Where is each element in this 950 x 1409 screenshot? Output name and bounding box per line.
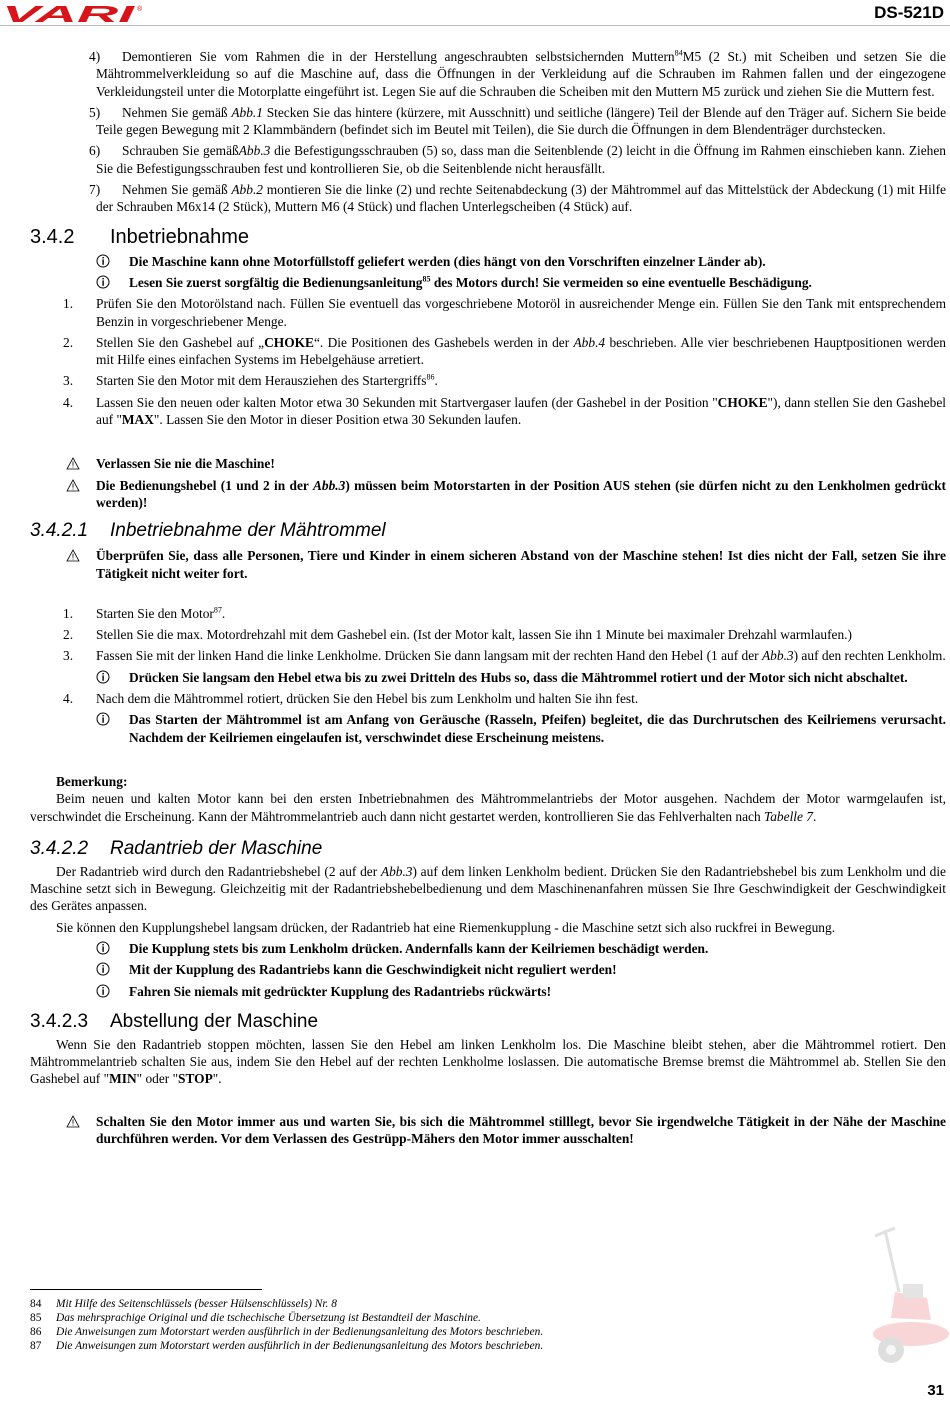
footnotes bbox=[30, 1297, 830, 1353]
text-run: Lesen Sie zuerst sorgfältig die Bedienungsanleitung bbox=[129, 274, 423, 290]
section-heading: 3.4.2 Inbetriebnahme bbox=[30, 225, 249, 248]
text-run: MIN bbox=[109, 1071, 137, 1087]
info-icon bbox=[96, 962, 110, 976]
text-run: Abb.3 bbox=[762, 648, 794, 664]
text-run: STOP bbox=[178, 1071, 213, 1087]
info-note bbox=[30, 669, 946, 686]
text-run: M5 (2 St.) mit Scheiben und setzen Sie die Mähtrommelverkleidung so auf die Maschine auf, dass die Öffnungen in der Verkleidung auf die Schrauben im Rahmen fallen und der eingezogene Verkleidungsteil unter die Motorplatte eingeführt ist. Legen Sie auf die Schrauben die Scheiben mit den Muttern M5 zurück und ziehen Sie die Muttern fest. bbox=[96, 49, 946, 99]
footnote-ref: 84 bbox=[674, 48, 683, 58]
text-run: Stellen Sie die max. Motordrehzahl mit dem Gashebel ein. (Ist der Motor kalt, lassen Sie ihn 1 Minute bei maximaler Drehzahl warmlaufen.) bbox=[96, 627, 852, 643]
info-icon bbox=[96, 984, 110, 998]
text-run: ) auf den rechten Lenkholm. bbox=[793, 648, 946, 664]
remark-title: Bemerkung: bbox=[56, 773, 128, 789]
warning-note bbox=[30, 477, 946, 512]
warning-triangle-icon bbox=[66, 1115, 80, 1128]
text-run: Nach dem die Mähtrommel rotiert, drücken Sie den Hebel bis zum Lenkholm und halten Sie ihn fest. bbox=[96, 691, 639, 707]
assembly-step: 5) Nehmen Sie gemäß Abb.1 Stecken Sie das hintere (kürzere, mit Ausschnitt) und seitliche (längere) Teil der Blende auf den Träger auf. Sichern Sie beide Teile gegen Bewegung mit 2 Klammbändern (befindet sich im Beutel mit Teilen), die Sie durch die Öffnungen in dem Blendenträger durchstecken. bbox=[89, 104, 947, 138]
paragraph bbox=[30, 1036, 946, 1088]
text-run: Schalten Sie den Motor immer aus und warten Sie, bis sich die Mähtrommel stilllegt, bevor Sie irgendwelche Tätigkeit in der Nähe der Maschine durchführen werden. Vor dem Verlassen des Gestrüpp-Mähers den Motor immer ausschalten! bbox=[96, 1113, 946, 1147]
footnote: 84 Mit Hilfe des Seitenschlüssels (besser Hülsenschlüssels) Nr. 8 bbox=[30, 1298, 337, 1310]
text-run: die Befestigungsschrauben (5) so, dass man die Seitenblende (2) leicht in die Öffnung im Rahmen einschieben kann. Ziehen Sie die Befestigungsschrauben fest und kontrollieren Sie, ob die Seitenblende nicht herausfällt. bbox=[96, 143, 946, 176]
warning-note bbox=[30, 1113, 946, 1148]
text-run: Tabelle 7 bbox=[764, 808, 813, 824]
footnote: 86 Die Anweisungen zum Motorstart werden ausführlich in der Bedienungsanleitung des Motors beschrieben. bbox=[30, 1326, 544, 1338]
section-heading: 3.4.2.1 Inbetriebnahme der Mähtrommel bbox=[30, 520, 386, 542]
text-run: MAX bbox=[121, 412, 154, 428]
text-run: Überprüfen Sie, dass alle Personen, Tiere und Kinder in einem sicheren Abstand von der Maschine stehen! Ist dies nicht der Fall, setzen Sie ihre Tätigkeit nicht weiter fort. bbox=[96, 548, 946, 581]
section-heading: 3.4.2.3 Abstellung der Maschine bbox=[30, 1010, 319, 1032]
text-run: Starten Sie den Motor bbox=[96, 605, 214, 621]
text-run: Das Starten der Mähtrommel ist am Anfang von Geräusche (Rasseln, Pfeifen) begleitet, die das Durchrutschen des Keilriemens verursacht. Nachdem der Keilriemen eingelaufen ist, verschwindet diese Erscheinung meistens. bbox=[129, 712, 946, 745]
text-run: ) müssen beim Motorstarten in der Position AUS stehen (sie dürfen nicht zu den Lenkholmen gedrückt werden)! bbox=[96, 477, 946, 510]
text-run: Lassen Sie den neuen oder kalten Motor etwa 30 Sekunden mit Startvergaser laufen (der Gashebel in der Position " bbox=[96, 394, 718, 410]
text-run: Stellen Sie den Gashebel auf „ bbox=[96, 334, 265, 350]
text-run: CHOKE bbox=[264, 334, 314, 350]
text-run: Mit der Kupplung des Radantriebs kann die Geschwindigkeit nicht reguliert werden! bbox=[129, 962, 617, 978]
text-run: Stecken Sie das hintere (kürzere, mit Ausschnitt) und seitliche (längere) Teil der Blende auf den Träger auf. Sichern Sie beide Teile gegen Bewegung mit 2 Klammbändern (befindet sich im Beutel mit Teilen), die Sie durch die Öffnungen in dem Blendenträger durchstecken. bbox=[96, 104, 947, 138]
page-content bbox=[30, 48, 946, 1151]
text-run: ". Lassen Sie den Motor in dieser Position etwa 30 Sekunden laufen. bbox=[153, 412, 522, 428]
list-item: 4. Lassen Sie den neuen oder kalten Motor etwa 30 Sekunden mit Startvergaser laufen (der Gashebel in der Position "CHOKE"), dann stellen Sie den Gashebel auf "MAX". Lassen Sie den Motor in dieser Position etwa 30 Sekunden laufen. bbox=[63, 394, 946, 428]
text-run: Sie können den Kupplungshebel langsam drücken, der Radantrieb hat eine Riemenkupplung - die Maschine setzt sich also ruckfrei in Bewegung. bbox=[56, 919, 836, 935]
info-icon bbox=[96, 275, 110, 289]
warning-triangle-icon bbox=[66, 549, 80, 562]
text-run: . bbox=[221, 605, 226, 621]
text-run: “. Die Positionen des Gashebels werden in der bbox=[313, 334, 574, 350]
text-run: ". bbox=[212, 1071, 222, 1087]
text-run: montieren Sie die linke (2) und rechte Seitenabdeckung (3) der Mähtrommel auf das Mittelstück der Abdeckung (1) mit Hilfe der Schrauben M6x14 (2 Stück), Muttern M6 (4 Stück) und flachen Unterlegscheiben (4 Stück) auf. bbox=[96, 182, 946, 215]
info-icon bbox=[96, 712, 110, 726]
text-run: "), dann stellen Sie den Gashebel auf " bbox=[96, 394, 946, 428]
text-run: CHOKE bbox=[717, 394, 768, 410]
footnote-ref: 86 bbox=[426, 372, 435, 382]
footnote-ref: 87 bbox=[213, 605, 222, 615]
assembly-step: 7) Nehmen Sie gemäß Abb.2 montieren Sie die linke (2) und rechte Seitenabdeckung (3) der Mähtrommel auf das Mittelstück der Abdeckung (1) mit Hilfe der Schrauben M6x14 (2 Stück), Muttern M6 (4 Stück) und flachen Unterlegscheiben (4 Stück) auf. bbox=[89, 182, 946, 215]
header-divider bbox=[0, 25, 950, 26]
text-run: Starten Sie den Motor mit dem Herausziehen des Startergriffs bbox=[96, 373, 427, 389]
warning-triangle-icon bbox=[66, 457, 80, 470]
svg-text:VARI: VARI bbox=[2, 2, 136, 24]
footnote-divider bbox=[30, 1289, 262, 1290]
text-run: Beim neuen und kalten Motor kann bei den ersten Inbetriebnahmen des Mähtrommelantriebs der Motor ausgehen. Nachdem der Motor warmgelaufen ist, verschwindet die Erscheinung. Kann der Mähtrommelantrieb auch dann nicht gestartet werden, kontrollieren Sie das Fehlverhalten nach bbox=[30, 791, 946, 824]
text-run: Die Kupplung stets bis zum Lenkholm drücken. Andernfalls kann der Keilriemen beschädigt werden. bbox=[129, 940, 709, 956]
text-run: Wenn Sie den Radantrieb stoppen möchten, lassen Sie den Hebel am linken Lenkholm los. Die Maschine bleibt stehen, aber die Mähtrommel rotiert. Den Mähtrommelantrieb schalten Sie aus, indem Sie den Hebel auf der rechten Lenkholme loslassen. Die automatische Bremse bremst die Mähtrommel ab. Stellen Sie den Gashebel auf " bbox=[30, 1036, 946, 1087]
text-run: Demontieren Sie vom Rahmen die in der Herstellung angeschraubten selbstsichernden Muttern bbox=[122, 49, 675, 64]
info-note bbox=[30, 274, 946, 291]
remark-text bbox=[30, 790, 946, 825]
text-run: Drücken Sie langsam den Hebel etwa bis zu zwei Dritteln des Hubs so, dass die Mähtrommel rotiert und der Motor sich nicht abschaltet. bbox=[129, 669, 908, 685]
text-run: Die Maschine kann ohne Motorfüllstoff geliefert werden (dies hängt von den Vorschriften einzelner Länder ab). bbox=[129, 253, 766, 269]
list-item: 4. Nach dem die Mähtrommel rotiert, drücken Sie den Hebel bis zum Lenkholm und halten Sie ihn fest. bbox=[63, 691, 639, 707]
list-item: 3. Fassen Sie mit der linken Hand die linke Lenkholme. Drücken Sie dann langsam mit der rechten Hand den Hebel (1 auf der Abb.3) auf den rechten Lenkholm. bbox=[63, 648, 946, 664]
info-icon bbox=[96, 670, 110, 684]
warning-triangle-icon bbox=[66, 479, 80, 492]
page-number: 31 bbox=[927, 1382, 944, 1399]
info-note bbox=[30, 983, 946, 1000]
text-run: . bbox=[434, 373, 438, 389]
list-item: 2. Stellen Sie die max. Motordrehzahl mit dem Gashebel ein. (Ist der Motor kalt, lassen Sie ihn 1 Minute bei maximaler Drehzahl warmlaufen.) bbox=[63, 627, 852, 643]
info-icon bbox=[96, 941, 110, 955]
text-run: Abb.4 bbox=[573, 334, 606, 350]
list-item: 1. Prüfen Sie den Motorölstand nach. Füllen Sie eventuell das vorgeschriebene Motoröl in ausreichender Menge ein. Füllen Sie den Tank mit entsprechendem Benzin in vorgeschriebener Menge. bbox=[63, 296, 946, 329]
vari-logo bbox=[2, 2, 152, 24]
paragraph bbox=[30, 919, 946, 936]
footnote: 87 Die Anweisungen zum Motorstart werden ausführlich in der Bedienungsanleitung des Motors beschrieben. bbox=[30, 1340, 544, 1352]
model-name: DS-521D bbox=[874, 3, 944, 22]
text-run: Schrauben Sie gemäß bbox=[122, 143, 239, 159]
info-icon bbox=[96, 254, 110, 268]
footnote-ref: 85 bbox=[422, 274, 431, 284]
text-run: " oder " bbox=[136, 1071, 179, 1087]
text-run: beschrieben. Alle vier beschriebenen Hauptpositionen werden mit Hilfe eines einfachen Systems im Hebelgehäuse arretiert. bbox=[96, 334, 946, 368]
assembly-step: 4) Demontieren Sie vom Rahmen die in der Herstellung angeschraubten selbstsichernden Muttern$^{84}$M5 (2 St.) mit Scheiben und setzen Sie die Mähtrommelverkleidung so auf die Maschine auf, dass die Öffnungen in der Verkleidung auf die Schrauben im Rahmen fallen und der eingezogene Verkleidungsteil unter die Motorplatte eingeführt ist. Legen Sie auf die Schrauben die Scheiben mit den Muttern M5 zurück und ziehen Sie die Muttern fest. bbox=[89, 48, 946, 99]
info-note bbox=[30, 253, 946, 270]
info-note bbox=[30, 711, 946, 746]
text-run: Fassen Sie mit der linken Hand die linke Lenkholme. Drücken Sie dann langsam mit der rechten Hand den Hebel (1 auf der bbox=[96, 648, 762, 664]
text-run: . bbox=[813, 808, 817, 824]
text-run: ) auf dem linken Lenkholm bedient. Drücken Sie den Radantriebshebel bis zum Lenkholm und die Maschine setzt sich in Bewegung. Gleichzeitig mit der Radantriebshebelbedienung und dem Maschinenanfahren müssen Sie Ihre Geschwindigkeit der Geschwindigkeit des Gerätes anpassen. bbox=[30, 863, 947, 914]
info-note bbox=[30, 940, 946, 957]
text-run: Abb.2 bbox=[231, 182, 263, 198]
paragraph bbox=[30, 863, 946, 915]
list-item: 3. Starten Sie den Motor mit dem Herausziehen des Startergriffs$^{86}$. bbox=[63, 372, 438, 389]
text-run: Abb.3 bbox=[238, 143, 271, 159]
mower-watermark-icon bbox=[865, 1222, 950, 1372]
text-run: Abb.3 bbox=[380, 863, 413, 879]
section-heading: 3.4.2.2 Radantrieb der Maschine bbox=[30, 837, 323, 859]
text-run: Verlassen Sie nie die Maschine! bbox=[96, 456, 275, 472]
warning-note bbox=[30, 455, 946, 472]
text-run: Fahren Sie niemals mit gedrückter Kupplung des Radantriebs rückwärts! bbox=[129, 983, 552, 999]
text-run: Abb.1 bbox=[231, 104, 263, 120]
text-run: Die Bedienungshebel (1 und 2 in der bbox=[96, 477, 313, 493]
text-run: des Motors durch! Sie vermeiden so eine eventuelle Beschädigung. bbox=[430, 274, 812, 290]
footnote: 85 Das mehrsprachige Original und die tschechische Übersetzung ist Bestandteil der Maschine. bbox=[30, 1312, 481, 1324]
text-run: Prüfen Sie den Motorölstand nach. Füllen Sie eventuell das vorgeschriebene Motoröl in ausreichender Menge ein. Füllen Sie den Tank mit entsprechendem Benzin in vorgeschriebener Menge. bbox=[96, 296, 946, 329]
text-run: Nehmen Sie gemäß bbox=[122, 104, 232, 120]
warning-note bbox=[30, 547, 946, 582]
list-item: 1. Starten Sie den Motor$^{87}$. bbox=[63, 605, 226, 621]
assembly-steps bbox=[30, 48, 946, 216]
text-run: Der Radantrieb wird durch den Radantriebshebel (2 auf der bbox=[56, 863, 381, 879]
text-run: Nehmen Sie gemäß bbox=[122, 182, 232, 198]
info-note bbox=[30, 961, 946, 978]
assembly-step: 6) Schrauben Sie gemäßAbb.3 die Befestigungsschrauben (5) so, dass man die Seitenblende (2) leicht in die Öffnung im Rahmen einschieben kann. Ziehen Sie die Befestigungsschrauben fest und kontrollieren Sie, ob die Seitenblende nicht herausfällt. bbox=[89, 143, 946, 176]
text-run: Abb.3 bbox=[312, 477, 346, 493]
list-item: 2. Stellen Sie den Gashebel auf „CHOKE“. Die Positionen des Gashebels werden in der Abb.4 beschrieben. Alle vier beschriebenen Hauptpositionen werden mit Hilfe eines einfachen Systems im Hebelgehäuse arretiert. bbox=[63, 334, 946, 368]
svg-text:®: ® bbox=[137, 6, 143, 13]
